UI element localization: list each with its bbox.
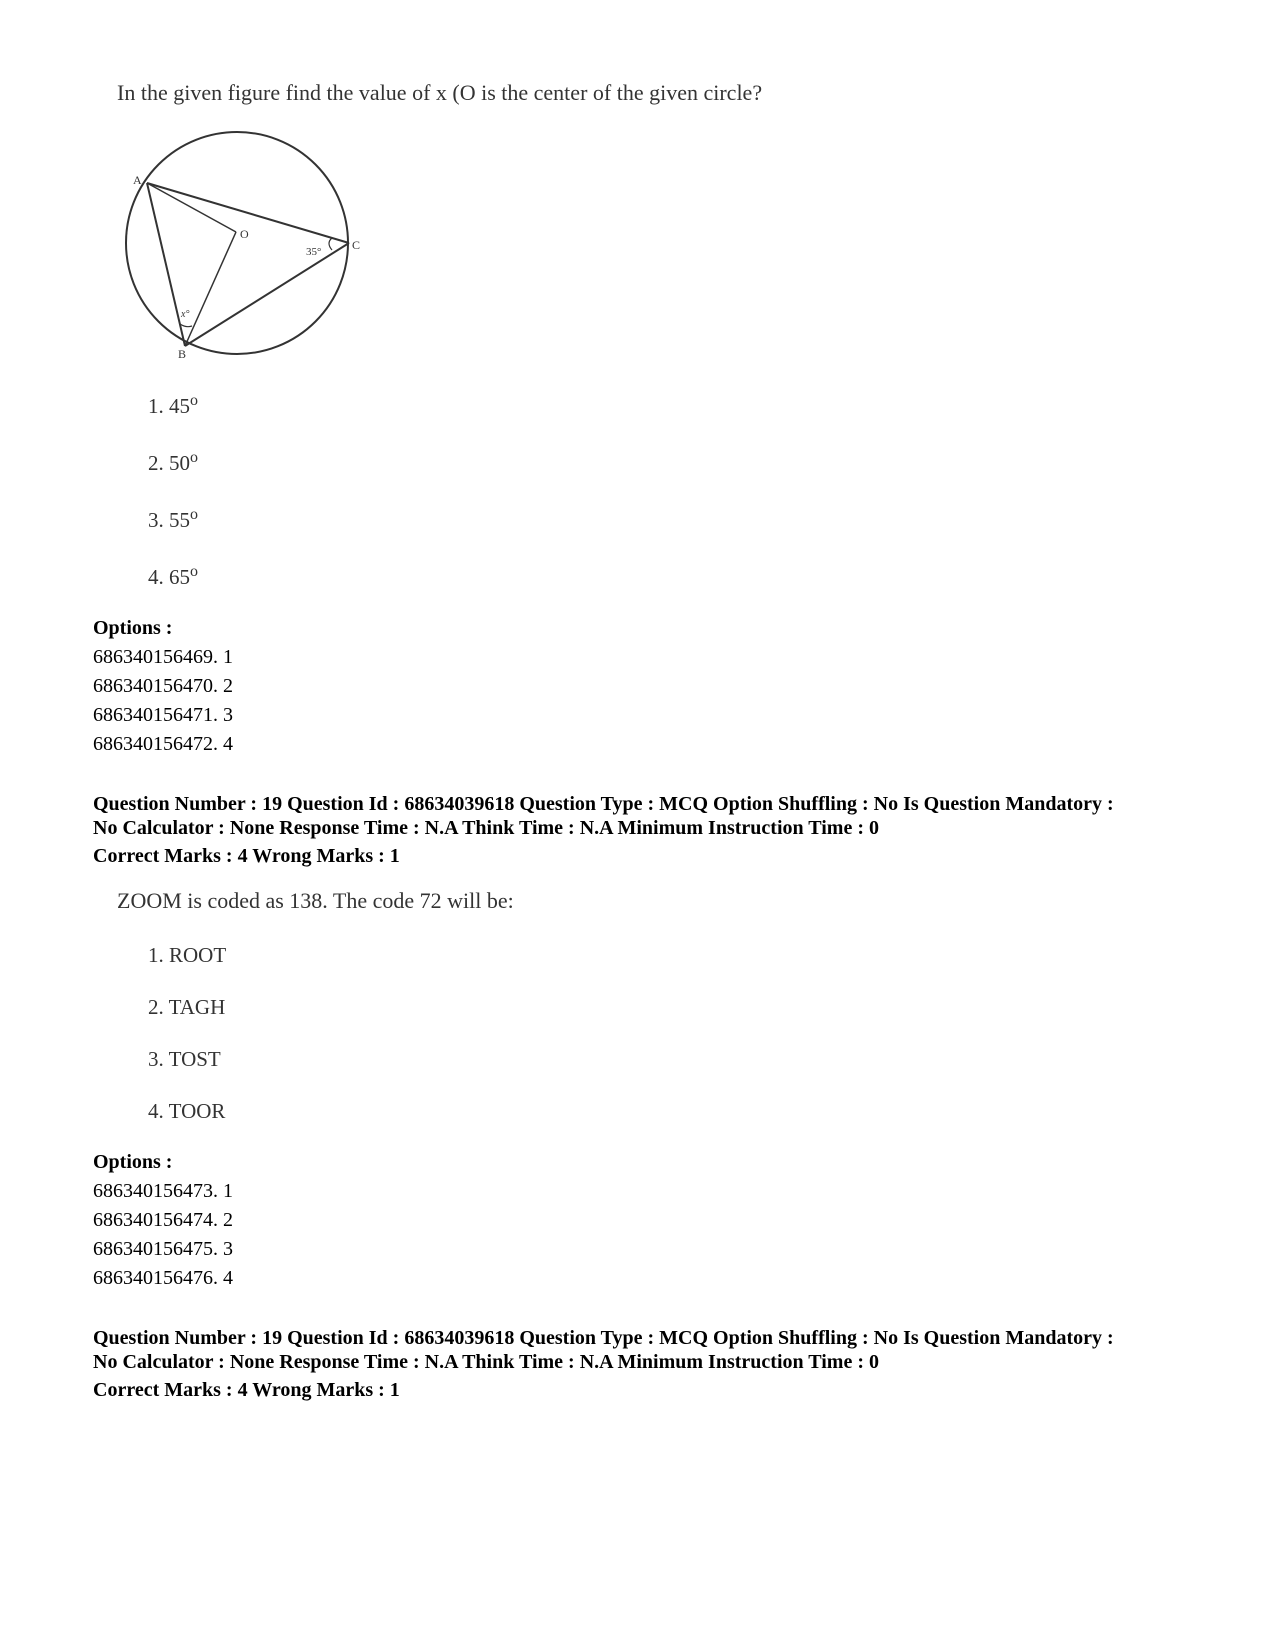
q1-choice-2: 2. 50$^o$ [148, 449, 198, 475]
question-2-text: ZOOM is coded as 138. The code 72 will be: [117, 888, 514, 913]
label-o: O [240, 227, 249, 241]
q2-choice-1: 1. ROOT [148, 943, 227, 967]
option-row: 686340156473. 1 [93, 1180, 233, 1202]
q1-choice-3: 3. 55$^o$ [148, 506, 198, 532]
option-row: 686340156469. 1 [93, 646, 233, 668]
option-row: 686340156476. 4 [93, 1267, 233, 1289]
angle-arc-c [329, 238, 332, 250]
options-header: Options : [93, 617, 173, 639]
q1-choice-1: 1. 45$^o$ [148, 392, 198, 418]
option-row: 686340156472. 4 [93, 733, 233, 755]
q2-choice-2: 2. TAGH [148, 995, 226, 1019]
option-row: 686340156470. 2 [93, 675, 233, 697]
q2-choice-3: 3. TOST [148, 1047, 221, 1071]
label-angle-c: 35° [306, 246, 322, 258]
marks-line: Correct Marks : 4 Wrong Marks : 1 [93, 1379, 400, 1401]
question-meta-1 [93, 792, 1203, 868]
q2-options [93, 1148, 233, 1293]
angle-arc-b [180, 324, 192, 327]
meta-line-2: No Calculator : None Response Time : N.A Think Time : N.A Minimum Instruction Time : 0 [93, 1351, 879, 1373]
option-row: 686340156471. 3 [93, 704, 233, 726]
meta-line-1: Question Number : 19 Question Id : 68634039618 Question Type : MCQ Option Shuffling : No Is Question Mandatory : [93, 793, 1114, 815]
label-b: B [178, 347, 187, 361]
label-c: C [352, 238, 361, 252]
question-meta-2 [93, 1326, 1203, 1402]
question-1-text: In the given figure find the value of x (O is the center of the given circle? [117, 80, 763, 105]
segment-ao [147, 183, 236, 232]
option-row: 686340156474. 2 [93, 1209, 233, 1231]
label-a: A [133, 173, 142, 187]
circle-figure [120, 128, 380, 378]
meta-line-2: No Calculator : None Response Time : N.A Think Time : N.A Minimum Instruction Time : 0 [93, 817, 879, 839]
q1-options [93, 614, 233, 759]
marks-line: Correct Marks : 4 Wrong Marks : 1 [93, 845, 400, 867]
q1-choice-4: 4. 65$^o$ [148, 563, 198, 589]
option-row: 686340156475. 3 [93, 1238, 233, 1260]
meta-line-1: Question Number : 19 Question Id : 68634039618 Question Type : MCQ Option Shuffling : No Is Question Mandatory : [93, 1327, 1114, 1349]
label-angle-x: x° [181, 309, 190, 320]
segment-bc [185, 243, 349, 346]
circle-outline [126, 132, 348, 354]
segment-ab [147, 183, 185, 346]
q2-choice-4: 4. TOOR [148, 1099, 226, 1123]
options-header: Options : [93, 1151, 173, 1173]
